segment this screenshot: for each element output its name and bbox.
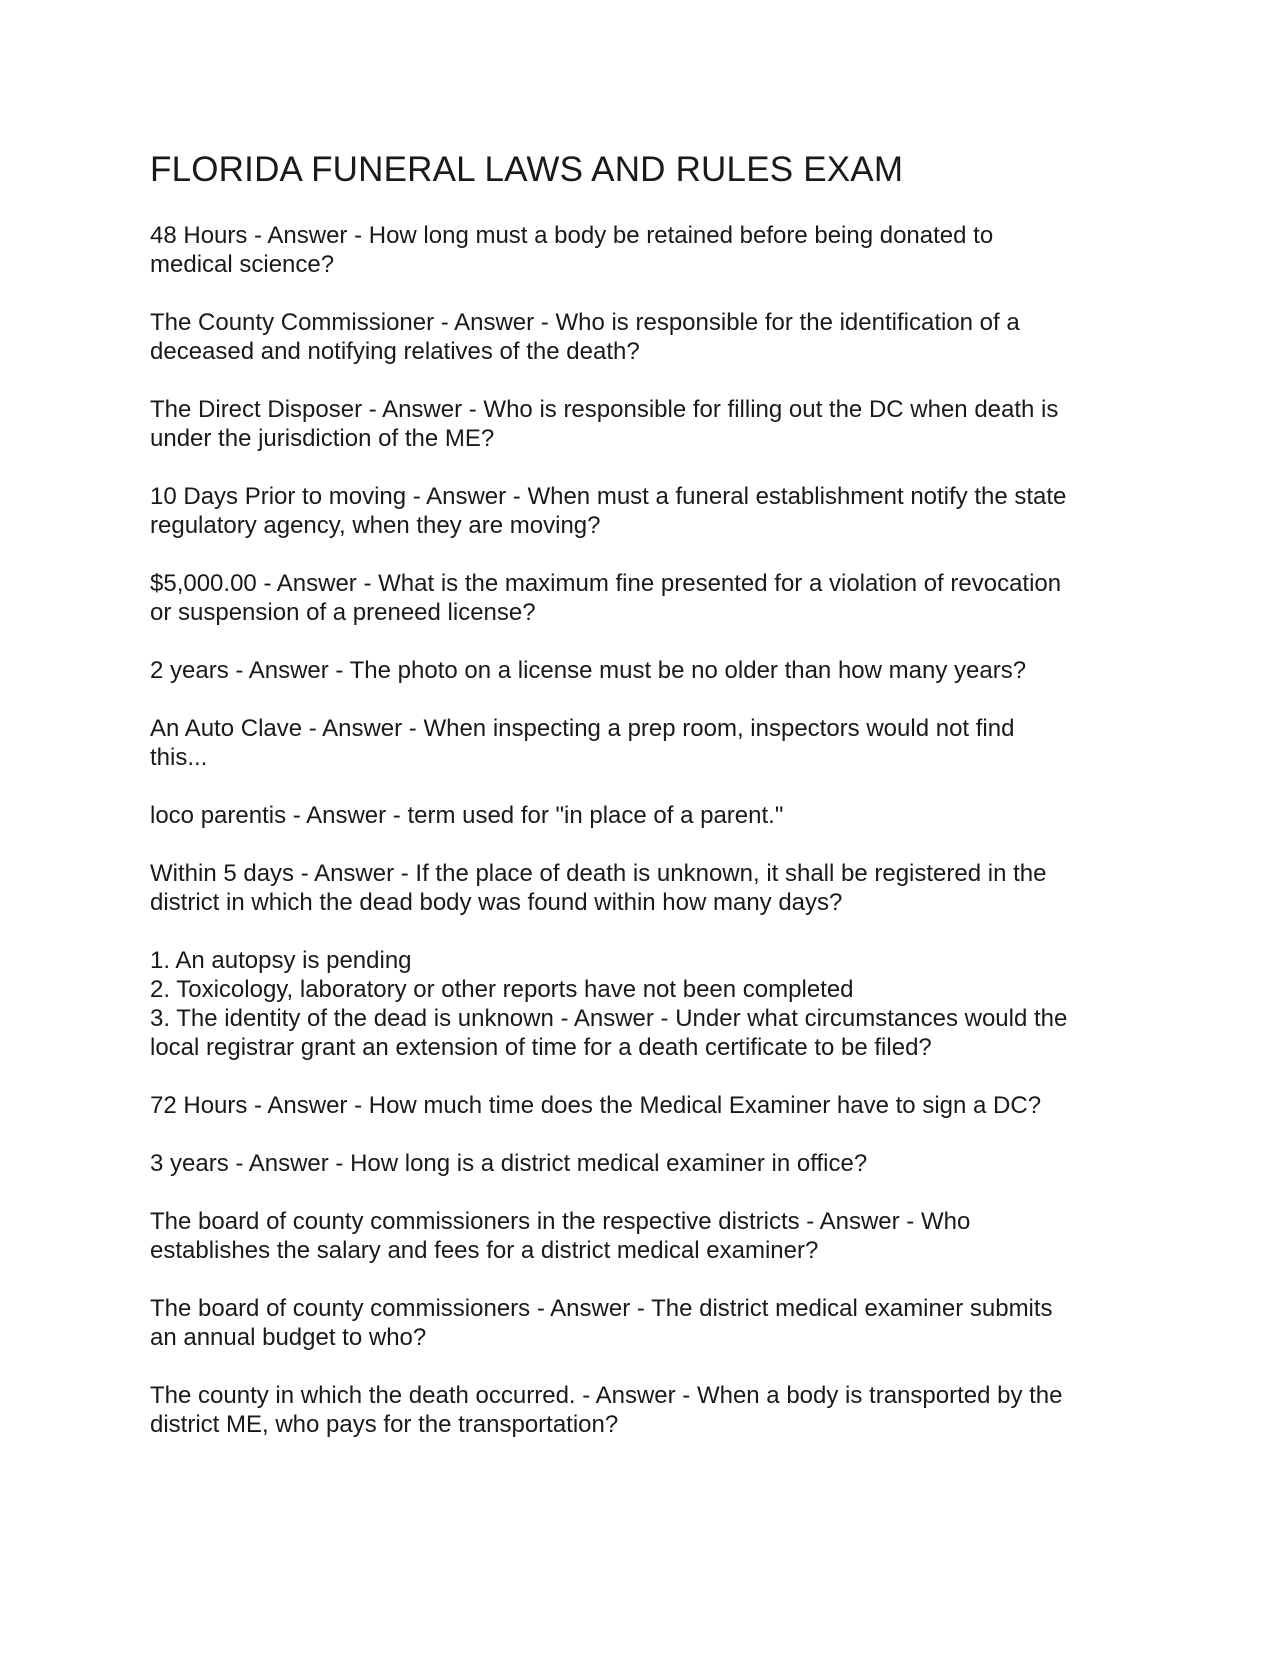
qa-entry: 48 Hours - Answer - How long must a body be retained before being donated to medical science?: [150, 222, 994, 279]
qa-entry: Within 5 days - Answer - If the place of death is unknown, it shall be registered in the district in which the dead body was found within how many days?: [150, 860, 1047, 917]
qa-entry: 1. An autopsy is pending 2. Toxicology, laboratory or other reports have not been completed 3. The identity of the dead is unknown - Answer - Under what circumstances would the local registrar grant an extension of time for a death certificate to be filed?: [150, 947, 1068, 1062]
qa-entry: 2 years - Answer - The photo on a license must be no older than how many years?: [150, 657, 1027, 685]
qa-entry: loco parentis - Answer - term used for "in place of a parent.": [150, 802, 784, 830]
qa-entry: An Auto Clave - Answer - When inspecting a prep room, inspectors would not find this...: [150, 715, 1015, 772]
qa-entry: 72 Hours - Answer - How much time does the Medical Examiner have to sign a DC?: [150, 1092, 1042, 1120]
qa-entry: The county in which the death occurred. - Answer - When a body is transported by the district ME, who pays for the transportation?: [150, 1382, 1063, 1439]
qa-entry: The board of county commissioners - Answer - The district medical examiner submits an annual budget to who?: [150, 1295, 1053, 1352]
document-page: [150, 150, 1130, 1468]
qa-entry: The board of county commissioners in the respective districts - Answer - Who establishes the salary and fees for a district medical examiner?: [150, 1208, 971, 1265]
qa-entry: The Direct Disposer - Answer - Who is responsible for filling out the DC when death is under the jurisdiction of the ME?: [150, 396, 1059, 453]
qa-entry: The County Commissioner - Answer - Who is responsible for the identification of a deceased and notifying relatives of the death?: [150, 309, 1020, 366]
qa-list: [150, 221, 1130, 1439]
qa-entry: 3 years - Answer - How long is a district medical examiner in office?: [150, 1150, 868, 1178]
document-title: FLORIDA FUNERAL LAWS AND RULES EXAM: [150, 150, 904, 189]
qa-entry: 10 Days Prior to moving - Answer - When must a funeral establishment notify the state regulatory agency, when they are moving?: [150, 483, 1067, 540]
qa-entry: $5,000.00 - Answer - What is the maximum fine presented for a violation of revocation or suspension of a preneed license?: [150, 570, 1062, 627]
